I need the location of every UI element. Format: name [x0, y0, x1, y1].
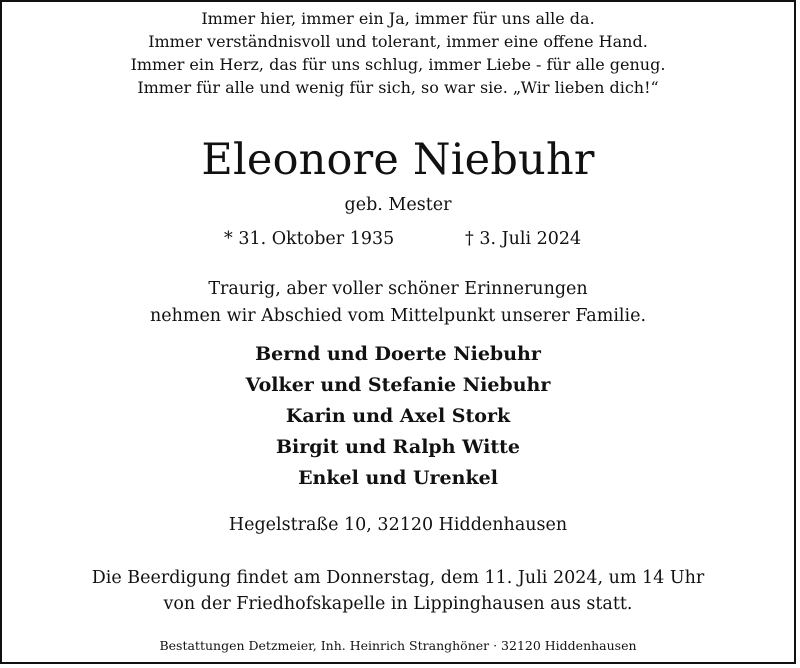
poem-line-3: Immer ein Herz, das für uns schlug, immer Liebe - für alle genug.	[130, 55, 666, 74]
death-date: † 3. Juli 2024	[465, 229, 582, 249]
life-dates	[2, 229, 794, 253]
poem-line-4: Immer für alle und wenig für sich, so war sie. „Wir lieben dich!“	[137, 78, 659, 97]
family-member-1: Bernd und Doerte Niebuhr	[255, 343, 541, 365]
family-member-4: Birgit und Ralph Witte	[275, 436, 521, 458]
maiden-name: geb. Mester	[344, 195, 452, 215]
mourning-line-2: nehmen wir Abschied vom Mittelpunkt unserer Familie.	[149, 306, 647, 326]
birth-date: * 31. Oktober 1935	[224, 229, 395, 249]
mourner-address: Hegelstraße 10, 32120 Hiddenhausen	[228, 515, 568, 535]
family-member-5: Enkel und Urenkel	[298, 467, 498, 489]
mourning-line-1: Traurig, aber voller schöner Erinnerungen	[208, 279, 588, 299]
poem-line-1: Immer hier, immer ein Ja, immer für uns alle da.	[201, 9, 595, 28]
poem-line-2: Immer verständnisvoll und tolerant, immer eine offene Hand.	[148, 32, 648, 51]
family-member-2: Volker und Stefanie Niebuhr	[245, 374, 551, 396]
undertaker-line: Bestattungen Detzmeier, Inh. Heinrich Stranghöner · 32120 Hiddenhausen	[159, 638, 637, 653]
funeral-line-2: von der Friedhofskapelle in Lippinghausen aus statt.	[163, 594, 633, 614]
family-member-3: Karin und Axel Stork	[285, 405, 511, 427]
deceased-name: Eleonore Niebuhr	[201, 135, 595, 185]
funeral-line-1: Die Beerdigung findet am Donnerstag, dem 11. Juli 2024, um 14 Uhr	[91, 568, 705, 588]
